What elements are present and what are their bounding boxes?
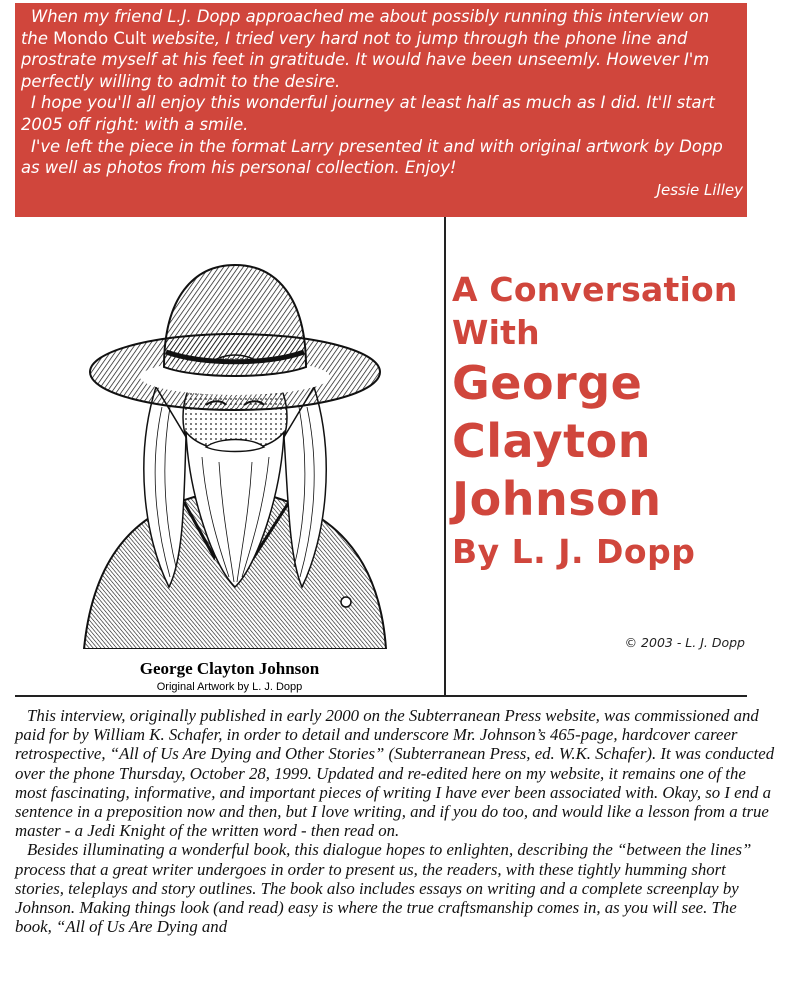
intro-box <box>15 3 747 217</box>
column-divider <box>444 217 446 695</box>
intro-signature: Jessie Lilley <box>656 180 743 199</box>
intro-text: When my friend L.J. Dopp approached me about possibly running this interview on the <box>21 7 710 48</box>
intro-paragraph-1 <box>21 6 737 92</box>
title-line-4: Clayton <box>452 414 651 468</box>
title-line-5: Johnson <box>452 472 662 526</box>
copyright-notice: © 2003 - L. J. Dopp <box>624 635 745 650</box>
intro-text: website, I tried very hard not to jump through the phone line and prostrate myself at his feet in gratitude. It would have been unseemly. However I'm perfectly willing to admit to the desire. <box>21 28 710 91</box>
portrait-illustration <box>74 257 394 649</box>
portrait-caption-credit: Original Artwork by L. J. Dopp <box>156 681 303 693</box>
intro-paragraph-3: I've left the piece in the format Larry presented it and with original artwork by Dopp as well as photos from his personal collection. Enjoy! <box>21 136 723 178</box>
section-divider <box>15 695 747 697</box>
article-title <box>452 268 752 576</box>
portrait-caption-name: George Clayton Johnson <box>139 659 320 678</box>
title-line-1: A Conversation <box>452 270 738 309</box>
title-line-3: George <box>452 356 643 410</box>
body-paragraph-2: Besides illuminating a wonderful book, this dialogue hopes to enlighten, describing the “between the lines” process that a great writer undergoes in order to present us, the readers, with these tightly humming short stories, teleplays and story outlines. The book also includes essays on writing and a complete screenplay by Johnson. Making things look (and read) easy is where the true craftsmanship comes in, as you will see. The book, “All of Us Are Dying and <box>15 840 752 937</box>
body-paragraph-1: This interview, originally published in early 2000 on the Subterranean Press website, was commissioned and paid for by William K. Schafer, in order to detail and underscore Mr. Johnson’s 465-page, hardcover career retrospective, “All of Us Are Dying and Other Stories” (Subterranean Press, ed. W.K. Schafer). It was conducted over the phone Thursday, October 28, 1999. Updated and re-edited here on my website, it remains one of the most fascinating, informative, and important pieces of writing I have ever been associated with. Okay, so I end a sentence in a preposition now and then, but I love writing, and if you do too, and would like a lesson from a true master - a Jedi Knight of the written word - then read on. <box>15 706 775 841</box>
title-line-2: With <box>452 313 540 352</box>
article-body <box>15 706 775 936</box>
intro-paragraph-2: I hope you'll all enjoy this wonderful journey at least half as much as I did. It'll start 2005 off right: with a smile. <box>21 93 715 134</box>
brand-name: Mondo Cult <box>53 28 147 48</box>
title-byline: By L. J. Dopp <box>452 532 696 571</box>
